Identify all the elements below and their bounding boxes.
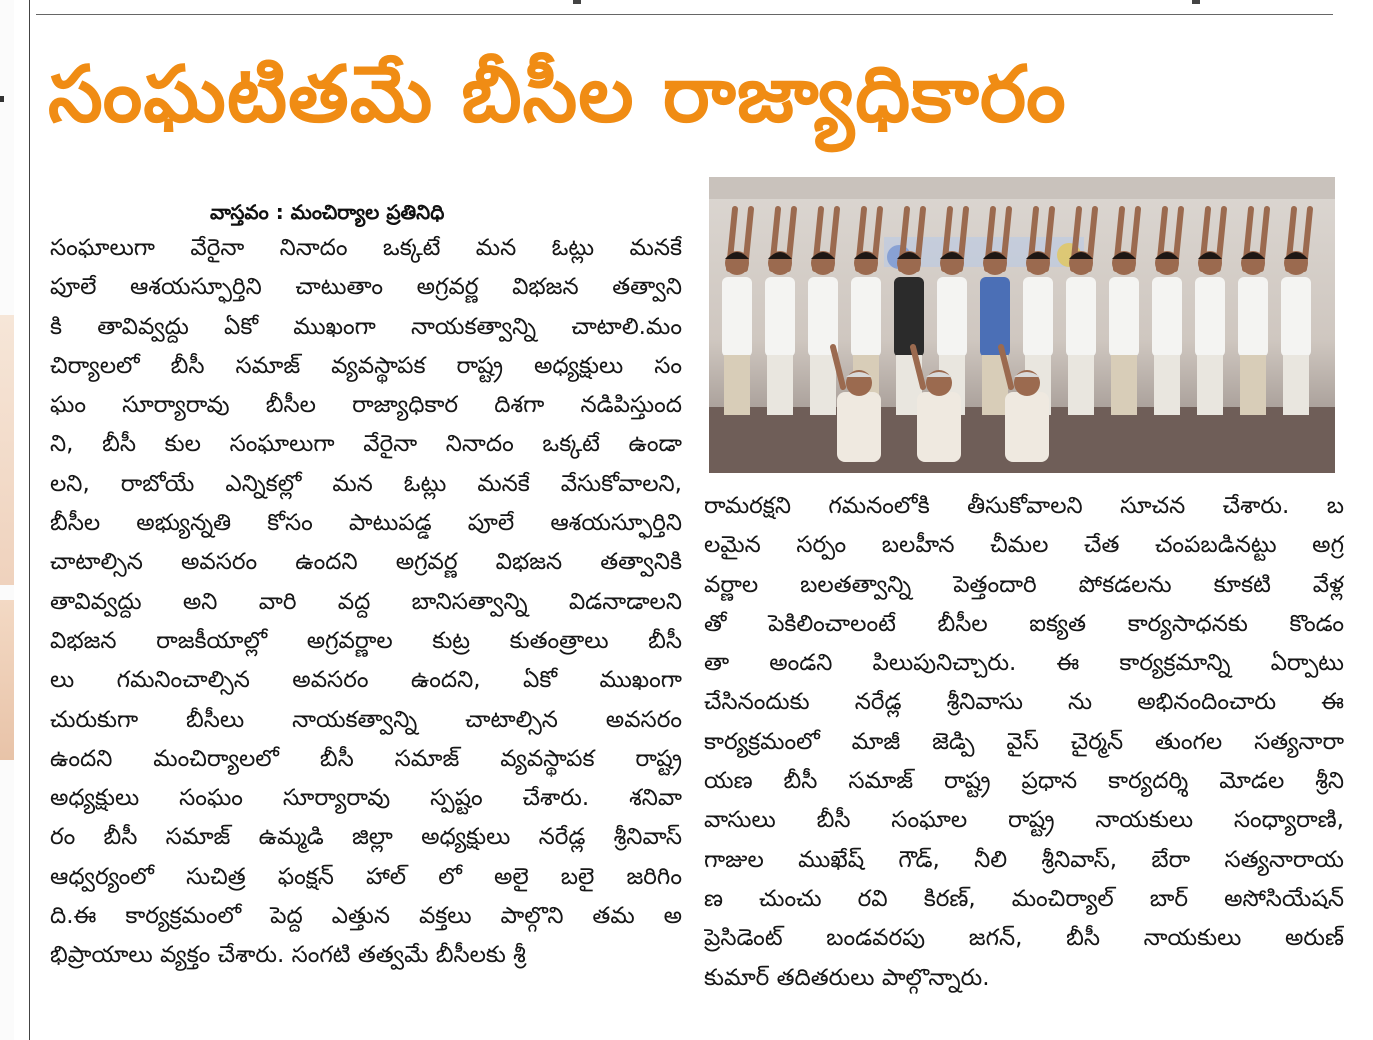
article-text-line: తో పెకిలించాలంటే బీసీల ఐక్యత కార్యసాధనకు కొండం <box>704 610 1344 637</box>
article-text-line: రం బీసీ సమాజ్ ఉమ్మడి జిల్లా అధ్యక్షులు నరేడ్ల శ్రీనివాస్ <box>50 824 682 851</box>
article-text-line: చురుకుగా బీసీలు నాయకత్వాన్ని చాటాల్సిన అవసరం <box>50 706 682 733</box>
article-text-line: ఘం సూర్యారావు బీసీల రాజ్యాధికార దిశగా నడిపిస్తుంద <box>50 392 682 419</box>
adjacent-page-edge <box>0 0 14 1040</box>
article-text-line: విభజన రాజకీయాల్లో అగ్రవర్ణాల కుట్ర కుతంత్రాలు బీసీ <box>50 627 682 654</box>
article-text-line: లని, రాబోయే ఎన్నికల్లో మన ఓట్లు మనకే వేసుకోవాలని, <box>50 470 682 497</box>
article-text-line: కుమార్ తదితరులు పాల్గొన్నారు. <box>704 964 990 991</box>
article-text-line: చేసినందుకు నరేడ్ల శ్రీనివాసు ను అభినందించారు ఈ <box>704 689 1344 716</box>
article-text-line: లు గమనించాల్సిన అవసరం ఉందని, ఏకో ముఖంగా <box>50 667 682 694</box>
article-text-line: వర్ణాల బలతత్వాన్ని పెత్తందారి పోకడలను కూకటి వేళ్ల <box>704 571 1344 598</box>
article-text-line: కార్యక్రమంలో మాజీ జెడ్పి వైస్ చైర్మన్ తుంగల సత్యనారా <box>704 728 1344 755</box>
header-rule <box>36 14 1333 15</box>
article-text-line: అధ్యక్షులు సంఘం సూర్యారావు స్పష్టం చేశారు. శనివా <box>50 785 682 812</box>
article-text-line: ప్రెసిడెంట్ బండవరపు జగన్, బీసీ నాయకులు అరుణ్ <box>704 925 1344 952</box>
edge-photo-fragment <box>0 315 14 585</box>
article-text-line: బీసీల అభ్యున్నతి కోసం పాటుపడ్డ పూలే ఆశయస్ఫూర్తిని <box>50 510 682 537</box>
edge-photo-fragment <box>0 600 14 760</box>
article-text-line: వాసులు బీసీ సంఘాల రాష్ట్ర నాయకులు సంధ్యారాణి, <box>704 807 1344 834</box>
article-text-line: తా అండని పిలుపునిచ్చారు. ఈ కార్యక్రమాన్ని ఏర్పాటు <box>704 650 1344 677</box>
edge-mark <box>0 96 4 102</box>
article-text-line: భిప్రాయాలు వ్యక్తం చేశారు. సంగటి తత్వమే బీసీలకు శ్రీ <box>50 942 526 969</box>
article-text-line: రామరక్షని గమనంలోకి తీసుకోవాలని సూచన చేశారు. బ <box>704 493 1344 519</box>
article-text-line: చిర్యాలలో బీసీ సమాజ్ వ్యవస్థాపక రాష్ట్ర అధ్యక్షులు సం <box>50 352 682 379</box>
article-text-line: తావివ్వద్దు అని వారి వద్ద బానిసత్వాన్ని విడనాడాలని <box>50 588 682 615</box>
article-text-line: గాజుల ముఖేష్ గౌడ్, నీలి శ్రీనివాస్, బేరా సత్యనారాయ <box>704 846 1344 873</box>
article-text-line: లమైన సర్పం బలహీన చీమల చేత చంపబడినట్టు అగ్ర <box>704 532 1344 559</box>
article-left-column <box>50 229 682 976</box>
article-text-line: ణ చుంచు రవి కిరణ్, మంచిర్యాల్ బార్ అసోసియేషన్ <box>704 885 1344 912</box>
article-byline: వాస్తవం : మంచిర్యాల ప్రతినిధి <box>210 200 445 224</box>
article-text-line: చాటాల్సిన అవసరం ఉందని అగ్రవర్ణ విభజన తత్వానికి <box>50 549 682 576</box>
top-mark <box>1192 0 1200 4</box>
group-photo-icon <box>709 177 1335 473</box>
article-text-line: ని, బీసీ కుల సంఘాలుగా వేరైనా నినాదం ఒక్కటే ఉండా <box>50 431 682 458</box>
article-text-line: కి తావివ్వద్దు ఏకో ముఖంగా నాయకత్వాన్ని చాటాలి.మం <box>50 313 682 340</box>
article-text-line: పూలే ఆశయస్ఫూర్తిని చాటుతాం అగ్రవర్ణ విభజన తత్వాని <box>50 274 682 301</box>
article-text-line: సంఘాలుగా వేరైనా నినాదం ఒక్కటే మన ఓట్లు మనకే <box>50 235 682 261</box>
article-text-line: యణ బీసీ సమాజ్ రాష్ట్ర ప్రధాన కార్యదర్శి మోడల శ్రీని <box>704 768 1344 795</box>
article-text-line: ది.ఈ కార్యక్రమంలో పెద్ద ఎత్తున వక్తలు పాల్గొని తమ అ <box>50 903 682 930</box>
column-rule <box>29 0 30 1040</box>
article-headline: సంఘటితమే బీసీల రాజ్యాధికారం <box>48 50 1067 140</box>
article-text-line: ఉందని మంచిర్యాలలో బీసీ సమాజ్ వ్యవస్థాపక రాష్ట్ర <box>50 745 682 772</box>
article-right-column <box>704 487 1344 998</box>
article-text-line: ఆధ్వర్యంలో సుచిత్ర ఫంక్షన్ హాల్ లో అలై బలై జరిగిం <box>50 863 682 890</box>
top-mark <box>573 0 581 4</box>
